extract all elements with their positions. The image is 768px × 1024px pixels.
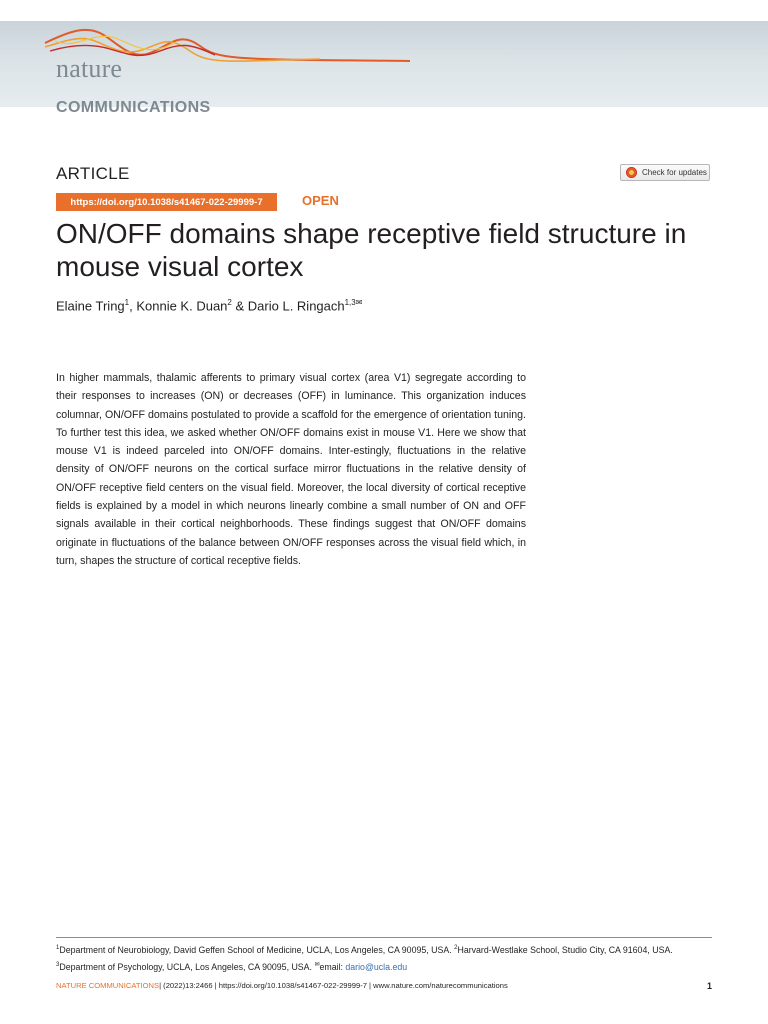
footer-citation-text: | (2022)13:2466 | https://doi.org/10.1038/s41467-022-29999-7 | www.nature.com/naturecommunications — [159, 981, 508, 990]
affiliation-1: Department of Neurobiology, David Geffen School of Medicine, UCLA, Los Angeles, CA 90095, USA. — [59, 944, 455, 955]
affiliation-2: Harvard-Westlake School, Studio City, CA 91604, USA. — [457, 944, 673, 955]
author-name[interactable]: Elaine Tring — [56, 298, 125, 314]
author-separator: , — [129, 298, 137, 314]
doi-link[interactable]: https://doi.org/10.1038/s41467-022-29999-7 — [56, 193, 277, 211]
footnote-divider — [56, 937, 712, 938]
affiliation-sup: 3 — [56, 961, 60, 968]
email-link[interactable]: dario@ucla.edu — [345, 961, 408, 972]
author-affiliation-sup: 1,3✉ — [344, 298, 363, 307]
journal-header-band — [0, 21, 768, 116]
logo-communications-text: COMMUNICATIONS — [56, 99, 211, 116]
open-access-label: OPEN — [302, 193, 339, 208]
article-type-label: ARTICLE — [56, 164, 130, 183]
footer-citation — [56, 981, 508, 991]
author-name[interactable]: Konnie K. Duan — [136, 298, 228, 314]
email-icon: ✉ — [314, 961, 320, 968]
affiliations — [56, 941, 712, 975]
article-title: ON/OFF domains shape receptive field structure in mouse visual cortex — [56, 218, 687, 282]
affiliation-sup: 2 — [454, 945, 458, 951]
author-list — [56, 298, 362, 313]
author-affiliation-sup: 1 — [124, 298, 130, 307]
author-separator: & — [231, 298, 248, 314]
check-for-updates-button[interactable] — [620, 164, 710, 181]
author-name[interactable]: Dario L. Ringach — [247, 298, 345, 314]
author-affiliation-sup: 2 — [227, 298, 232, 307]
footer-journal-name[interactable]: NATURE COMMUNICATIONS — [56, 981, 160, 990]
affiliation-sup: 1 — [56, 945, 60, 951]
page-number: 1 — [706, 981, 712, 991]
logo-nature-text: nature — [56, 54, 123, 83]
affiliation-3: Department of Psychology, UCLA, Los Angeles, CA 90095, USA. — [59, 961, 315, 972]
abstract-text: In higher mammals, thalamic afferents to primary visual cortex (area V1) segregate according to their responses to increases (ON) or decreases (OFF) in luminance. This organization induces columnar, ON/OFF domains postulated to provide a scaffold for the emergence of orientation tuning. To further test this idea, we asked whether ON/OFF domains exist in mouse V1. Here we show that mouse V1 is indeed parceled into ON/OFF domains. Inter-estingly, fluctuations in the relative density of ON/OFF neurons on the cortical surface mirror fluctuations in the relative density of ON/OFF receptive field centers on the visual field. Moreover, the local diversity of cortical receptive fields is explained by a model in which neurons linearly combine a small number of ON and OFF signals available in their cortical neighborhoods. These findings suggest that ON/OFF domains originate in fluctuations of the balance between ON/OFF responses across the visual field which, in turn, shapes the structure of cortical receptive fields. — [56, 372, 526, 567]
crossmark-icon — [626, 167, 637, 178]
check-for-updates-label: Check for updates — [642, 168, 707, 177]
email-label: email: — [319, 961, 346, 972]
page-footer — [56, 981, 712, 991]
